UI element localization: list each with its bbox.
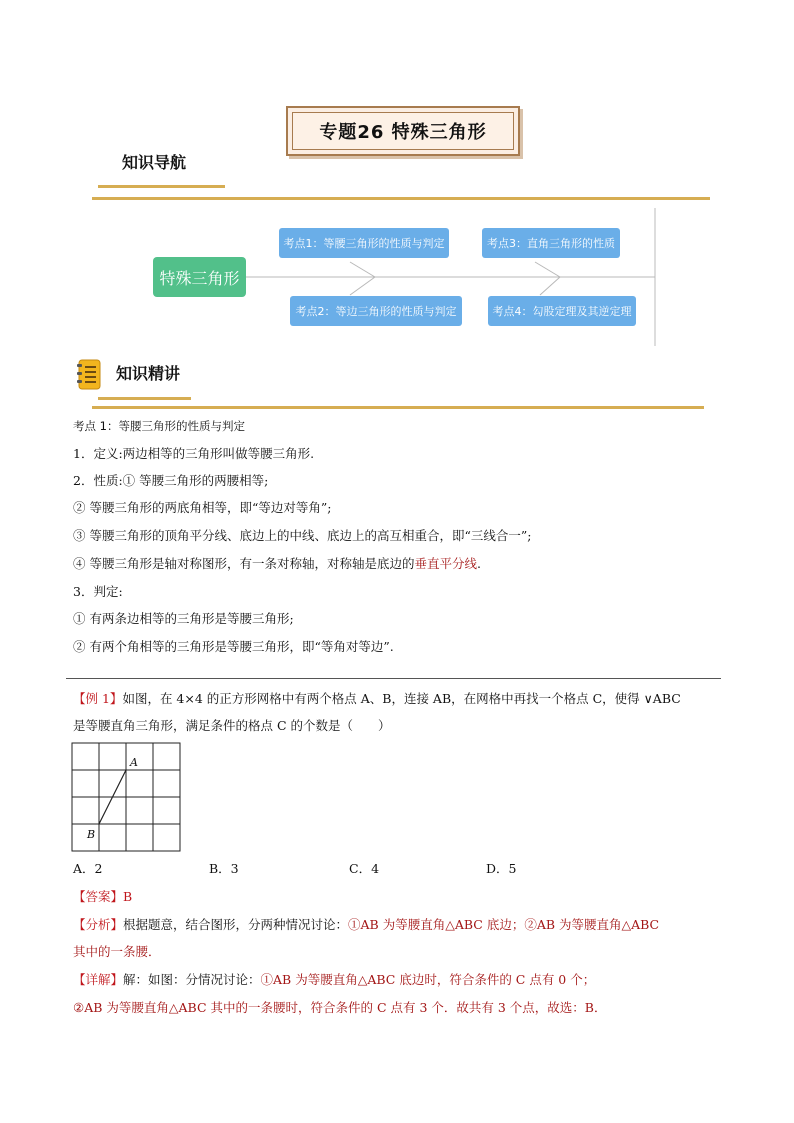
mindmap-node-1: 考点1：等腰三角形的性质与判定 xyxy=(279,228,449,258)
property-1: 2．性质:① 等腰三角形的两腰相等; xyxy=(73,473,269,488)
nav-rule xyxy=(92,197,710,200)
example-question-line1 xyxy=(73,686,681,712)
nav-heading: 知识导航 xyxy=(122,153,187,172)
nav-heading-underline xyxy=(98,185,225,188)
detail-case1: ①AB 为等腰直角△ABC 底边时，符合条件的 C 点有 0 个； xyxy=(260,972,596,987)
lecture-rule xyxy=(92,406,704,409)
option-c: C．4 xyxy=(349,861,380,876)
answer-tag: 【答案】 xyxy=(73,889,124,904)
analysis-tag: 【分析】 xyxy=(73,917,124,932)
judgement-2: ② 有两个角相等的三角形是等腰三角形，即“等角对等边”. xyxy=(73,639,394,654)
mindmap-node-2: 考点2：等边三角形的性质与判定 xyxy=(290,296,462,326)
lecture-heading: 知识精讲 xyxy=(116,364,181,383)
detail-line1 xyxy=(73,967,595,993)
detail-line2: ②AB 为等腰直角△ABC 其中的一条腰时，符合条件的 C 点有 3 个．故共有 3 个点，故选：B． xyxy=(73,1000,607,1015)
property-4-highlight: 垂直平分线 xyxy=(414,556,477,571)
mindmap-node-4: 考点4：勾股定理及其逆定理 xyxy=(488,296,636,326)
mindmap-root: 特殊三角形 xyxy=(153,257,246,297)
property-4-end: . xyxy=(477,556,481,571)
example-line2: 是等腰直角三角形，满足条件的格点 C 的个数是（ ） xyxy=(73,718,391,733)
section1-heading: 考点 1：等腰三角形的性质与判定 xyxy=(73,419,245,433)
property-2: ② 等腰三角形的两底角相等，即“等边对等角”; xyxy=(73,500,332,515)
analysis-line1 xyxy=(73,912,659,938)
example-line1: 如图，在 4×4 的正方形网格中有两个格点 A、B，连接 AB，在网格中再找一个格点 C，使得 ∨ABC xyxy=(122,691,681,706)
divider xyxy=(66,678,721,679)
judgement-1: ① 有两条边相等的三角形是等腰三角形; xyxy=(73,611,294,626)
analysis-text: 根据题意，结合图形，分两种情况讨论： xyxy=(123,917,349,932)
title-box xyxy=(286,106,520,156)
answer-line xyxy=(73,884,132,910)
property-3: ③ 等腰三角形的顶角平分线、底边上的中线、底边上的高互相重合，即“三线合一”; xyxy=(73,528,532,543)
answer-value: B xyxy=(123,889,133,904)
lecture-heading-underline xyxy=(98,397,191,400)
point-a-label: A xyxy=(130,756,138,769)
option-d: D．5 xyxy=(486,861,517,876)
analysis-line2: 其中的一条腰． xyxy=(73,944,161,959)
analysis-cases: ①AB 为等腰直角△ABC 底边；②AB 为等腰直角△ABC xyxy=(348,917,660,932)
property-4 xyxy=(73,551,481,577)
grid-figure xyxy=(70,742,182,854)
option-b: B．3 xyxy=(209,861,239,876)
page-title: 专题26 特殊三角形 xyxy=(292,112,514,150)
notebook-icon xyxy=(76,359,102,391)
example-tag: 【例 1】 xyxy=(73,691,123,706)
mindmap-node-3: 考点3：直角三角形的性质 xyxy=(482,228,620,258)
option-a: A．2 xyxy=(73,861,103,876)
property-4-text: ④ 等腰三角形是轴对称图形，有一条对称轴，对称轴是底边的 xyxy=(73,556,415,571)
judgement-heading: 3．判定: xyxy=(73,584,123,599)
point-b-label: B xyxy=(87,828,96,841)
detail-text: 解：如图：分情况讨论： xyxy=(123,972,261,987)
detail-tag: 【详解】 xyxy=(73,972,124,987)
definition-text: 1．定义:两边相等的三角形叫做等腰三角形. xyxy=(73,446,315,461)
